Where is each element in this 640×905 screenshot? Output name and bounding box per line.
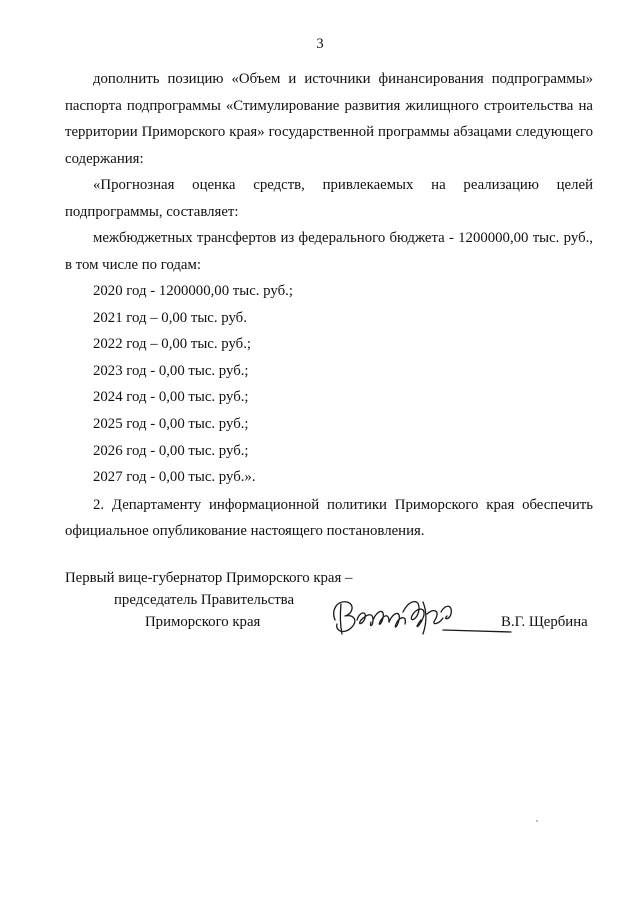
scan-speck	[536, 820, 538, 822]
year-line-2023: 2023 год - 0,00 тыс. руб.;	[93, 362, 249, 379]
signatory-title-line3: Приморского края	[145, 614, 261, 630]
year-line-2024: 2024 год - 0,00 тыс. руб.;	[93, 389, 249, 406]
paragraph-item-2: 2. Департаменту информационной политики Приморского края обеспечить официальное опубликование настоящего постановления.	[65, 496, 593, 540]
year-line-2021: 2021 год – 0,00 тыс. руб.	[93, 309, 247, 326]
year-line-2020: 2020 год - 1200000,00 тыс. руб.;	[93, 283, 293, 299]
signatory-title-line2: председатель Правительства	[114, 592, 295, 608]
year-line-2026: 2026 год - 0,00 тыс. руб.;	[93, 442, 249, 459]
signature-block	[65, 570, 605, 650]
year-line-2022: 2022 год – 0,00 тыс. руб.;	[93, 336, 252, 353]
year-line-2025: 2025 год - 0,00 тыс. руб.;	[93, 415, 249, 432]
document-body	[65, 66, 593, 545]
page-number: 3	[316, 36, 324, 52]
year-list	[65, 278, 593, 491]
year-line-2027: 2027 год - 0,00 тыс. руб.».	[93, 469, 256, 486]
paragraph-amendment-intro: дополнить позицию «Объем и источники финансирования подпрограммы» паспорта подпрограммы «Стимулирование развития жилищного строительства на территории Приморского края» государственной программы абзацами следующего содержания:	[65, 71, 593, 167]
paragraph-transfers: межбюджетных трансфертов из федерального бюджета - 1200000,00 тыс. руб., в том числе по годам:	[65, 230, 593, 273]
handwritten-signature	[323, 590, 513, 640]
paragraph-forecast: «Прогнозная оценка средств, привлекаемых на реализацию целей подпрограммы, составляет:	[65, 177, 593, 220]
signatory-title-line1: Первый вице-губернатор Приморского края –	[65, 570, 353, 586]
signatory-name: В.Г. Щербина	[501, 614, 588, 630]
